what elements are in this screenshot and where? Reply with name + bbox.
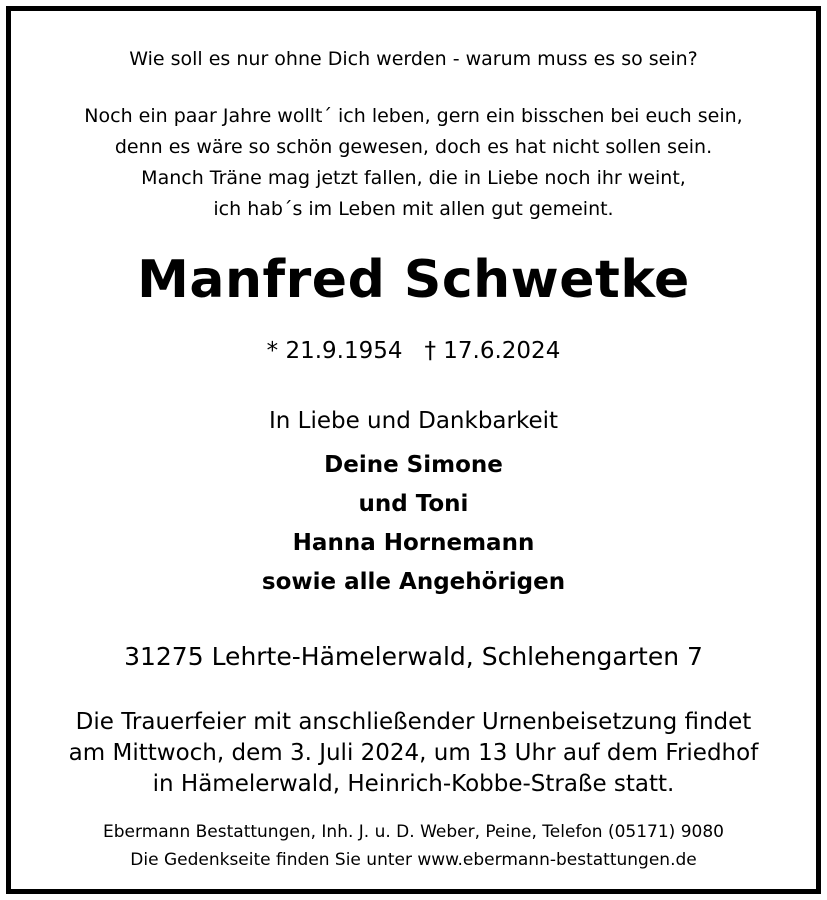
thanks-intro: In Liebe und Dankbarkeit: [268, 408, 559, 434]
service-info-line: Die Trauerfeier mit anschließender Urnenbeisetzung findet: [75, 709, 752, 735]
service-info-line: in Hämelerwald, Heinrich-Kobbe-Straße statt.: [152, 771, 675, 797]
poem-line: Manch Träne mag jetzt fallen, die in Liebe noch ihr weint,: [141, 167, 686, 189]
deceased-name: Manfred Schwetke: [137, 250, 690, 310]
funeral-home-info: Ebermann Bestattungen, Inh. J. u. D. Weber, Peine, Telefon (05171) 9080: [103, 822, 724, 842]
poem-line: denn es wäre so schön gewesen, doch es hat nicht sollen sein.: [114, 136, 713, 158]
mourner-name: und Toni: [358, 491, 469, 517]
poem-line: Noch ein paar Jahre wollt´ ich leben, gern ein bisschen bei euch sein,: [84, 105, 743, 127]
service-info-line: am Mittwoch, dem 3. Juli 2024, um 13 Uhr auf dem Friedhof: [68, 740, 759, 766]
poem-line: ich hab´s im Leben mit allen gut gemeint.: [213, 198, 614, 220]
mourner-name: Deine Simone: [324, 452, 503, 478]
life-dates: * 21.9.1954 † 17.6.2024: [266, 338, 561, 364]
mourner-name: Hanna Hornemann: [292, 530, 535, 556]
mourner-name: sowie alle Angehörigen: [261, 569, 566, 595]
poem-opening-line: Wie soll es nur ohne Dich werden - warum muss es so sein?: [129, 48, 698, 70]
memorial-page-info: Die Gedenkseite finden Sie unter www.ebermann-bestattungen.de: [130, 850, 697, 870]
family-address: 31275 Lehrte-Hämelerwald, Schlehengarten 7: [124, 642, 703, 671]
